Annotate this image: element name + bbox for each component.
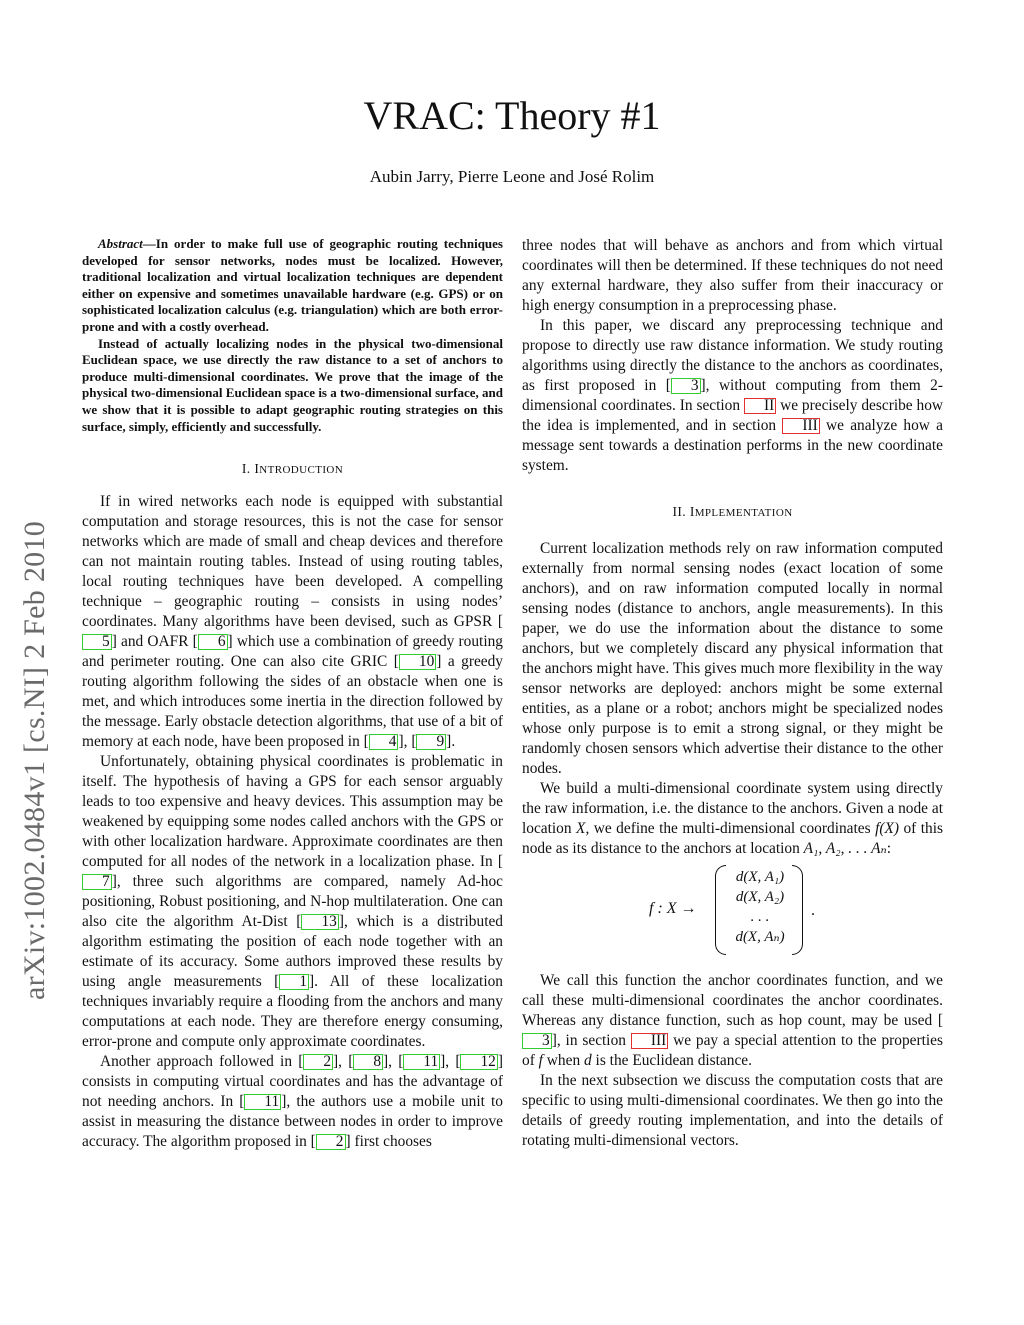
intro-paragraph-4: In this paper, we discard any preprocessing technique and propose to directly use raw distance information. We study routing algorithms using directly the distance to the anchors as coordinates, as first proposed in [ 3 ], without computing from them 2-dimensional coordinates. In section II we precisely describe how the idea is implemented, and in section III we analyze how a message sent towards a destination performs in the new coordinate system. bbox=[522, 317, 944, 474]
citation-link[interactable]: 3 bbox=[522, 1033, 552, 1049]
citation-link[interactable]: 13 bbox=[301, 914, 338, 930]
equation-row: . . . bbox=[750, 909, 770, 925]
citation-link[interactable]: 2 bbox=[316, 1134, 346, 1150]
equation-vector bbox=[728, 867, 792, 947]
citation-link[interactable]: 3 bbox=[671, 378, 701, 394]
introduction-continued bbox=[522, 236, 943, 476]
section-link[interactable]: III bbox=[631, 1033, 668, 1049]
math-f: f bbox=[538, 1052, 543, 1069]
paper-title: VRAC: Theory #1 bbox=[363, 93, 661, 138]
equation-period: . bbox=[811, 902, 815, 919]
left-column bbox=[82, 236, 503, 1152]
section-smallcaps: MPLEMENTATION bbox=[694, 507, 793, 519]
right-column bbox=[522, 236, 943, 1151]
section-smallcaps: NTRODUCTION bbox=[259, 464, 344, 477]
citation-link[interactable]: 9 bbox=[416, 734, 446, 750]
equation-anchor-coordinates bbox=[522, 865, 943, 961]
impl-paragraph-1: Current localization methods rely on raw information computed externally from normal sensing nodes (exact location of some anchors), and on raw information computed locally in normal sensing nodes (distance to anchors, angle measurements). In this paper, we do use the information about the distance to some anchors, but we completely discard any physical information that the anchors might have. This gives much more flexibility in the way sensor networks are deployed: anchors might be some external entities, as a plane or a robot; anchors might be specialized nodes whose only purpose is to emit a strong signal, or they might be randomly chosen sensors which advertise their distance to the other nodes. bbox=[522, 540, 943, 777]
introduction-body bbox=[82, 492, 503, 1152]
abstract-paragraph-2: Instead of actually localizing nodes in the physical two-dimensional Euclidean space, we use directly the raw distance to a set of anchors to produce multi-dimensional coordinates. We prove that the image of the physical two-dimensional Euclidean space is a two-dimensional surface, and we show that it is possible to adapt geographic routing strategies on this surface, simply, efficiently and successfully. bbox=[82, 335, 503, 434]
arxiv-stamp-text: arXiv:1002.0484v1 [cs.NI] 2 Feb 2010 bbox=[18, 520, 51, 1000]
citation-link[interactable]: 11 bbox=[403, 1054, 440, 1070]
math-X: X bbox=[576, 820, 586, 837]
intro-paragraph-3: Another approach followed in [ 2 ], [ 8 ], [ 11 ], [ 12 ] consists in computing virtual coordinates and has the advantage of not needing anchors. In [ 11 ], the authors use a mobile unit to assist in measuring the distance between nodes in order to improve accuracy. The algorithm proposed in [ 2 ] first chooses bbox=[82, 1053, 503, 1151]
citation-link[interactable]: 6 bbox=[198, 634, 228, 650]
abstract-paragraph-1: Abstract—In order to make full use of geographic routing techniques developed for sensor networks, nodes must be localized. However, traditional localization and virtual localization techniques are dependent either on expensive and sometimes unavailable hardware (e.g. GPS) or on sophisticated localization calculus (e.g. triangulation) which are both error-prone and with a costly overhead. bbox=[82, 236, 503, 334]
impl-paragraph-2: We build a multi-dimensional coordinate system using directly the raw information, i.e. the distance to the anchors. Given a node at location X, we define the multi-dimensional coordinates f(X) of this node as its distance to the anchors at location A₁, A₂, . . . Aₙ: bbox=[522, 780, 943, 857]
intro-paragraph-1: If in wired networks each node is equipped with substantial computation and storage resources, this is not the case for sensor networks which are made of small and cheap devices and therefore can not maintain routing tables. Instead of using routing tables, local routing techniques have been developed. A compelling technique – geographic routing – consists in using nodes’ coordinates. Many algorithms have been devised, such as GPSR [5 ] and OAFR [ 6 ] which use a combination of greedy routing and perimeter routing. One can also cite GRIC [ 10 ] a greedy routing algorithm following the sides of an obstacle when one is met, and which introduces some inertia in the direction followed by the message. Early obstacle detection algorithms, that use of a bit of memory at each node, have been proposed in [ 4 ], [ 9 ]. bbox=[82, 493, 503, 751]
impl-paragraph-4: In the next subsection we discuss the computation costs that are specific to using multi-dimensional coordinates. We then go into the details of greedy routing implementation, and into the details of rotating multi-dimensional vectors. bbox=[522, 1072, 943, 1149]
math-fX: f(X) bbox=[875, 820, 899, 837]
citation-link[interactable]: 11 bbox=[244, 1094, 281, 1110]
citation-link[interactable]: 10 bbox=[399, 654, 436, 670]
equation-row: d(X, A₁) bbox=[735, 869, 785, 885]
abstract-text-1: In order to make full use of geographic routing techniques developed for sensor networks, nodes must be localized. However, traditional localization and virtual localization techniques are dependent either on expensive and sometimes unavailable hardware (e.g. GPS) or on sophisticated localization calculus (e.g. triangulation) which are both error-prone and with a costly overhead. bbox=[82, 236, 503, 334]
citation-link[interactable]: 12 bbox=[460, 1054, 497, 1070]
section-number: I. bbox=[241, 461, 251, 477]
abstract bbox=[82, 236, 503, 435]
abstract-lead: Abstract bbox=[98, 236, 143, 251]
right-parenthesis bbox=[792, 865, 803, 955]
math-anchors: A₁, A₂, . . . Aₙ bbox=[803, 840, 887, 857]
section-link[interactable]: II bbox=[744, 398, 776, 414]
section-heading-implementation bbox=[522, 502, 943, 523]
equation-lhs: f : X → bbox=[649, 900, 697, 917]
math-d: d bbox=[584, 1052, 592, 1069]
equation-row: d(X, Aₙ) bbox=[735, 929, 785, 945]
citation-link[interactable]: 4 bbox=[369, 734, 399, 750]
intro-paragraph-2: Unfortunately, obtaining physical coordinates is problematic in itself. The hypothesis of having a GPS for each sensor arguably leads to too expensive and heavy devices. This assumption may be weakened by equipping some nodes called anchors with the GPS or with other localization hardware. Approximate coordinates are then computed for all nodes of the network in a localization phase. In [7 ], three such algorithms are compared, namely Ad-hoc positioning, Robust positioning, and N-hop multilateration. One can also cite the algorithm At-Dist [ 13 ], which is a distributed algorithm estimating the position of each node together with an estimate of its accuracy. Some authors improved these results by using angle measurements [ 1 ]. All of these localization techniques invariably require a flooding from the anchors and many computations at each node. They are therefore energy consuming, error-prone and compute only approximate coordinates. bbox=[82, 753, 504, 1051]
citation-link[interactable]: 5 bbox=[82, 634, 112, 650]
intro-paragraph-3-cont: three nodes that will behave as anchors and from which virtual coordinates will then be determined. If these techniques do not need any external hardware, they also suffer from their inaccuracy or high energy consumption in a preprocessing phase. bbox=[522, 237, 943, 314]
impl-paragraph-3: We call this function the anchor coordinates function, and we call these multi-dimensional coordinates the anchor coordinates. Whereas any distance function, such as hop count, may be used [3 ], in section III we pay a special attention to the properties of f when d is the Euclidean distance. bbox=[522, 972, 943, 1069]
left-parenthesis bbox=[715, 865, 726, 955]
section-link[interactable]: III bbox=[782, 418, 819, 434]
citation-link[interactable]: 7 bbox=[82, 874, 112, 890]
section-initial: I bbox=[689, 504, 695, 519]
citation-link[interactable]: 1 bbox=[279, 974, 309, 990]
section-heading-introduction bbox=[82, 459, 503, 480]
equation-row: d(X, A₂) bbox=[735, 889, 785, 905]
section-number: II. bbox=[672, 504, 687, 519]
citation-link[interactable]: 2 bbox=[303, 1054, 333, 1070]
implementation-body bbox=[522, 539, 943, 1151]
section-initial: I bbox=[254, 461, 260, 477]
paper-authors: Aubin Jarry, Pierre Leone and José Rolim bbox=[369, 167, 655, 186]
citation-link[interactable]: 8 bbox=[353, 1054, 383, 1070]
